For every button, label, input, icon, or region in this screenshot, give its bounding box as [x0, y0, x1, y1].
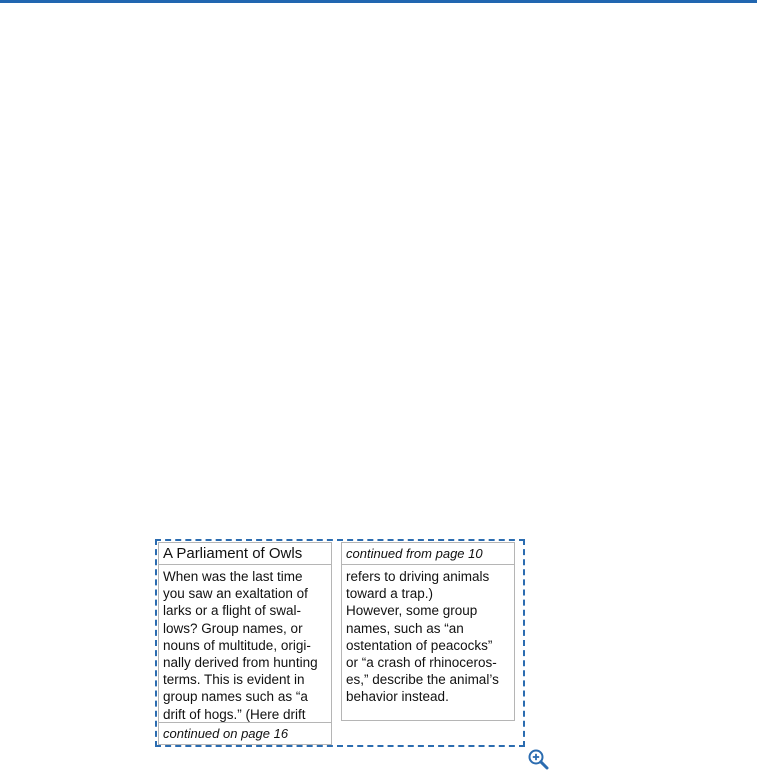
body-line: or “a crash of rhinoceros- [346, 655, 497, 671]
article-title: A Parliament of Owls [159, 543, 331, 565]
body-line: toward a trap.) [346, 586, 434, 602]
article-column-right[interactable] [341, 542, 515, 721]
article-body-right [342, 565, 514, 706]
body-line: drift of hogs.” (Here drift [163, 706, 306, 722]
body-line: larks or a flight of swal- [163, 603, 302, 619]
top-accent-rule [0, 0, 757, 3]
zoom-in-icon[interactable] [526, 747, 550, 771]
body-line: When was the last time [163, 569, 303, 584]
body-line: es,” describe the animal’s [346, 672, 499, 688]
body-line: nouns of multitude, origi- [163, 637, 311, 653]
body-line: nally derived from hunting [163, 655, 318, 671]
article-body-left [159, 565, 331, 723]
body-line: names, such as “an [346, 620, 464, 636]
body-line: refers to driving animals [346, 569, 490, 584]
body-line: lows? Group names, or [163, 620, 303, 636]
article-column-left[interactable] [158, 542, 332, 745]
body-line: terms. This is evident in [163, 672, 305, 688]
body-line: behavior instead. [346, 689, 449, 705]
body-line: group names such as “a [163, 689, 308, 705]
body-line: ostentation of peacocks” [346, 637, 493, 653]
body-line: you saw an exaltation of [163, 586, 308, 602]
body-line: However, some group [346, 603, 478, 619]
continued-from-note: continued from page 10 [342, 543, 514, 565]
continued-on-note: continued on page 16 [159, 722, 331, 744]
